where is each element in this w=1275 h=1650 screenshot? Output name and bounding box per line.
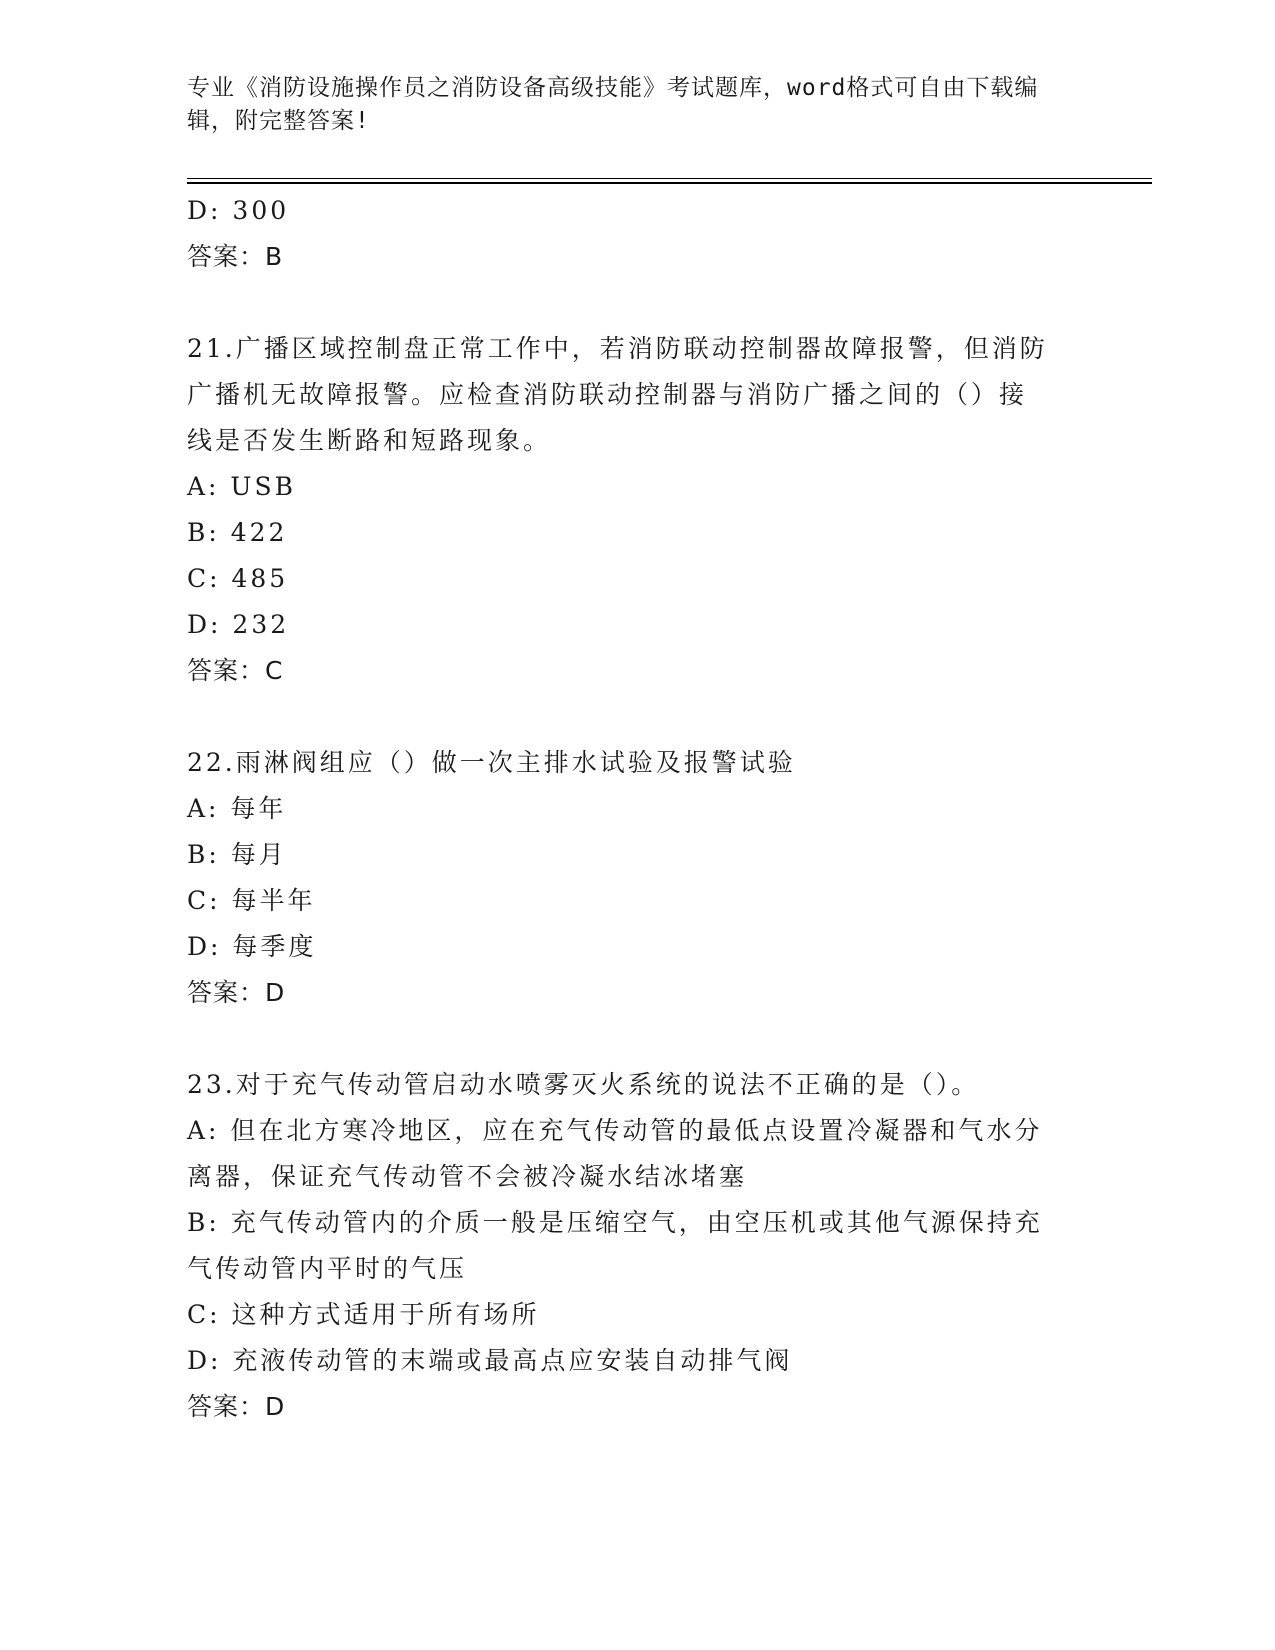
- question-text-line: 22.雨淋阀组应（）做一次主排水试验及报警试验: [187, 748, 796, 777]
- option-b: B: 充气传动管内的介质一般是压缩空气，由空压机或其他气源保持充: [187, 1208, 1043, 1237]
- question-text-line: 21.广播区域控制盘正常工作中，若消防联动控制器故障报警，但消防: [187, 334, 1048, 363]
- page-header: [187, 72, 1067, 138]
- question-23: [187, 1062, 1087, 1430]
- header-line-2: 辑，附完整答案!: [187, 108, 370, 134]
- spacer: [187, 1016, 1087, 1062]
- option-d: D: 每季度: [187, 932, 317, 961]
- question-text-line: 广播机无故障报警。应检查消防联动控制器与消防广播之间的（）接: [187, 380, 1028, 409]
- answer: 答案：D: [187, 978, 286, 1007]
- option-c: C: 这种方式适用于所有场所: [187, 1300, 540, 1329]
- prev-answer: 答案：B: [187, 242, 284, 271]
- question-text-line: 23.对于充气传动管启动水喷雾灭火系统的说法不正确的是（）。: [187, 1070, 980, 1099]
- question-text-line: 线是否发生断路和短路现象。: [187, 426, 552, 455]
- question-list: [187, 188, 1087, 1430]
- header-divider-thick: [187, 182, 1152, 184]
- option-a: A: 每年: [187, 794, 287, 823]
- option-a: A: USB: [187, 472, 296, 501]
- option-c: C: 485: [187, 564, 289, 593]
- option-c: C: 每半年: [187, 886, 316, 915]
- option-b: B: 422: [187, 518, 288, 547]
- answer: 答案：C: [187, 656, 284, 685]
- option-b: B: 每月: [187, 840, 287, 869]
- question-21: [187, 326, 1087, 694]
- answer: 答案：D: [187, 1392, 286, 1421]
- question-22: [187, 740, 1087, 1016]
- spacer: [187, 694, 1087, 740]
- prev-option-d: D: 300: [187, 196, 290, 225]
- header-line-1: 专业《消防设施操作员之消防设备高级技能》考试题库，word格式可自由下载编: [187, 75, 1039, 101]
- option-a: A: 但在北方寒冷地区，应在充气传动管的最低点设置冷凝器和气水分: [187, 1116, 1043, 1145]
- spacer: [187, 280, 1087, 326]
- option-d: D: 232: [187, 610, 290, 639]
- option-a-continued: 离器，保证充气传动管不会被冷凝水结冰堵塞: [187, 1162, 748, 1191]
- option-d: D: 充液传动管的末端或最高点应安装自动排气阀: [187, 1346, 793, 1375]
- option-b-continued: 气传动管内平时的气压: [187, 1254, 468, 1283]
- header-divider-thin: [187, 178, 1152, 179]
